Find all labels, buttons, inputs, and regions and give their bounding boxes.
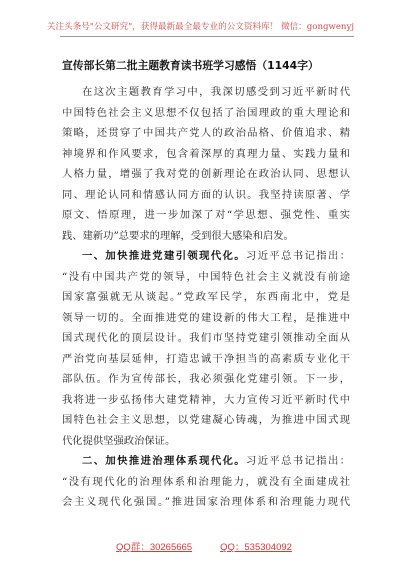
paragraph-line: 国特色社会主义思想，以党建凝心铸魂，为推进中国式现 [62,414,350,426]
section-heading-line [62,246,350,267]
paragraph-line: 策略，还贯穿了中国共产党人的政治品格、价值追求、精 [62,127,350,139]
footer-qq-group: QQ群：30265665 [116,542,193,553]
paragraph-line: 国式现代化的顶层设计。我们市坚持党建引领推动全面从 [62,332,350,344]
header-divider [60,36,354,37]
document-title: 宣传部长第二批主题教育读书班学习感悟（1144字） [62,59,319,72]
footer-contact [0,539,408,553]
paragraph-line: “没有中国共产党的领导，中国特色社会主义就没有前途 [62,270,350,283]
header-promo-note: 关注头条号"公文研究"，获得最新最全最专业的公文资料库！ 微信：gongwenyj [46,22,354,32]
paragraph-line: 严治党向基层延伸，打造忠诚干净担当的高素质专业化干 [62,352,350,365]
paragraph-line: 会主义现代化强国。”推进国家治理体系和治理能力现代 [62,496,350,508]
paragraph-line: 我将进一步弘扬伟大建党精神，大力宣传习近平新时代中 [62,393,350,406]
document-body [62,82,350,513]
paragraph-line: 部队伍。作为宣传部长，我必须强化党建引领。下一步， [62,373,350,385]
section-lead: 习近平总书记指出： [246,455,350,467]
paragraph-line: 代化提供坚强政治保证。 [62,434,176,447]
paragraph-line: “没有现代化的治理体系和治理能力，就没有全面建成社 [62,475,350,488]
paragraph-line: 领导一切的。全面推进党的建设新的伟大工程，是推进中 [62,311,350,324]
paragraph-line: 同、理论认同和情感认同方面的认识。我坚持读原著、学 [62,188,350,201]
section-lead: 习近平总书记指出： [246,250,350,262]
paragraph-line: 原文、悟原理，进一步加深了对“学思想、强党性、重实 [62,209,350,221]
section-heading-1: 一、加快推进党建引领现代化。 [82,250,246,262]
section-heading-2: 二、加快推进治理体系现代化。 [82,455,246,467]
paragraph-line: 中国特色社会主义思想不仅包括了治国理政的重大理论和 [62,106,350,119]
footer-qq-number: QQ：535304092 [220,542,292,553]
section-heading-line [62,451,350,472]
paragraph-line: 国家富强就无从谈起。”党政军民学，东西南北中，党是 [62,291,350,303]
paragraph-line: 践、建新功”总要求的理解，受到很大感染和启发。 [62,229,294,242]
paragraph-line: 神境界和作风要求，包含着深厚的真理力量、实践力量和 [62,147,350,160]
paragraph-line: 在这次主题教育学习中，我深切感受到习近平新时代 [82,86,350,98]
paragraph-line: 人格力量，增强了我对党的创新理论在政治认同、思想认 [62,168,350,180]
